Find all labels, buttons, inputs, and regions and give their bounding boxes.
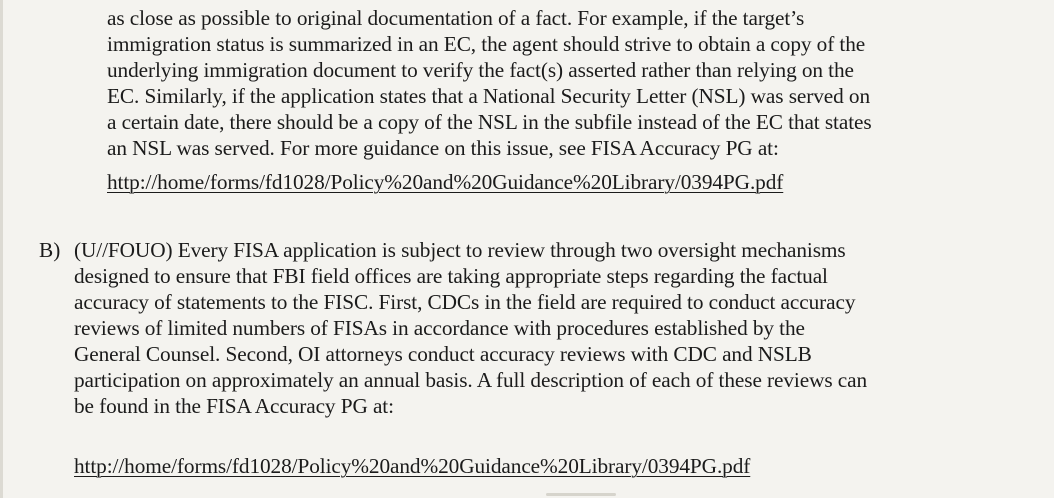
paragraph-b-line-4: reviews of limited numbers of FISAs in accordance with procedures established by the [74, 316, 805, 340]
paragraph-b-line-5: General Counsel. Second, OI attorneys conduct accuracy reviews with CDC and NSLB [74, 342, 812, 366]
paragraph-a-line-6: an NSL was served. For more guidance on this issue, see FISA Accuracy PG at: [107, 136, 779, 160]
paragraph-a-line-5: a certain date, there should be a copy of the NSL in the subfile instead of the EC that states [107, 110, 872, 134]
paragraph-a-line-4: EC. Similarly, if the application states that a National Security Letter (NSL) was served on [107, 84, 870, 108]
paragraph-a-line-3: underlying immigration document to verify the fact(s) asserted rather than relying on the [107, 58, 854, 82]
paragraph-a-link[interactable]: http://home/forms/fd1028/Policy%20and%20Guidance%20Library/0394PG.pdf [107, 170, 784, 194]
paragraph-b-label: B) [39, 238, 61, 262]
paragraph-b-line-3: accuracy of statements to the FISC. First, CDCs in the field are required to conduct accuracy [74, 290, 856, 314]
page-edge [0, 0, 3, 498]
paragraph-b-line-7: be found in the FISA Accuracy PG at: [74, 394, 394, 418]
paragraph-a-line-1: as close as possible to original documentation of a fact. For example, if the target’s [107, 6, 805, 30]
paragraph-b-line-6: participation on approximately an annual basis. A full description of each of these reviews can [74, 368, 868, 392]
paragraph-a-line-2: immigration status is summarized in an EC, the agent should strive to obtain a copy of the [107, 32, 866, 56]
paragraph-b-link[interactable]: http://home/forms/fd1028/Policy%20and%20Guidance%20Library/0394PG.pdf [74, 454, 751, 478]
paragraph-b-line-1: (U//FOUO) Every FISA application is subject to review through two oversight mechanisms [74, 238, 846, 262]
paragraph-b-line-2: designed to ensure that FBI field offices are taking appropriate steps regarding the factual [74, 264, 828, 288]
scan-artifact [546, 493, 616, 496]
